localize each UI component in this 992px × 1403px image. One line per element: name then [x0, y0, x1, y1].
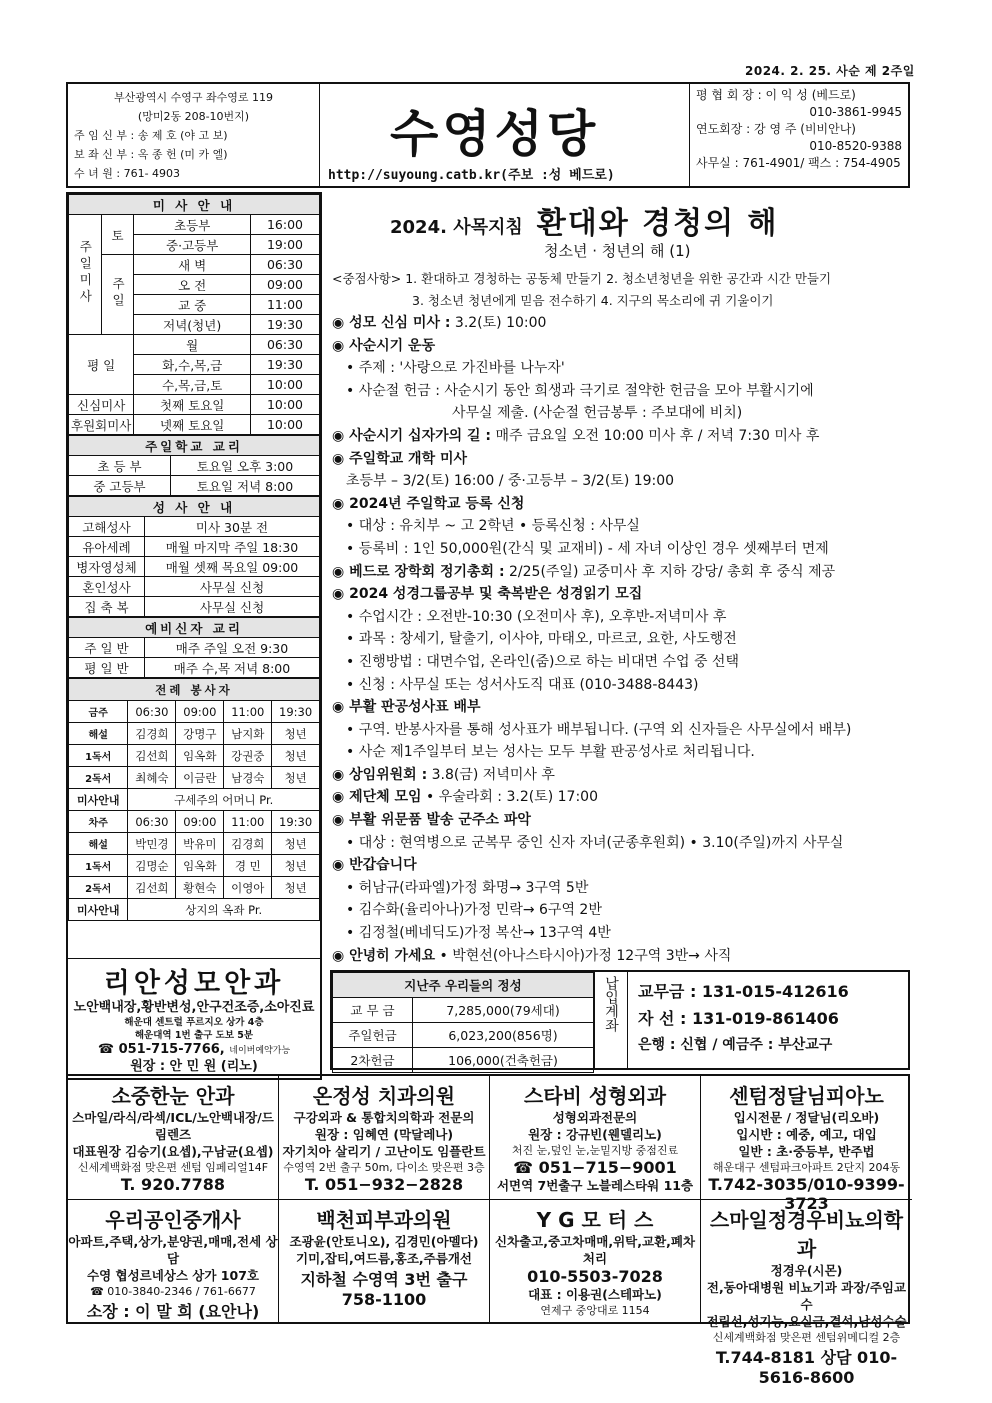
phone-number: ☎ 051−715−9001 [513, 1158, 677, 1177]
notice-heading [332, 786, 910, 809]
table-row: 2차헌금 [333, 1048, 413, 1073]
notice-item [332, 764, 910, 787]
notice-heading [332, 583, 910, 606]
ad-title: 온정성 치과의원 [312, 1084, 456, 1108]
table-row: 상지의 옥좌 Pr. [128, 899, 320, 921]
account-line: 은행 : 신협 / 예금주 : 부산교구 [638, 1037, 833, 1053]
finance-box [330, 970, 910, 1070]
convent-phone: 761- 4903 [123, 167, 181, 180]
notice-heading [332, 493, 910, 516]
mass-time: 16:00 [251, 215, 320, 235]
notice-bullet: • 사순 제1주일부터 보는 성사는 모두 부활 판공성사로 처리됩니다. [346, 744, 755, 761]
table-row: 박민경 [128, 833, 176, 855]
mass-row: 새 벽 [134, 255, 251, 275]
notice-title: ◉ 사순시기 운동 [332, 337, 436, 354]
servers-table [68, 678, 320, 921]
ad-text: 원장 : 강규빈(웬델리노) [528, 1127, 662, 1142]
notice-heading [332, 854, 910, 877]
notice-detail: 3.8(금) 저녁미사 후 [427, 766, 555, 783]
catechumen-table [68, 617, 320, 678]
offering-table [332, 972, 594, 1073]
time-cell: 11:00 [224, 811, 272, 833]
ad-text: 해운대구 센텀파크아파트 2단지 204동 [712, 1161, 901, 1174]
ad-text: 일반 : 초·중등부, 반주법 [738, 1144, 875, 1159]
notice-title: ◉ 부활 판공성사표 배부 [332, 699, 481, 716]
notice-bullet: • 등록비 : 1인 50,000원(간식 및 교재비) - 세 자녀 이상인 경우 셋째부터 면제 [346, 540, 829, 557]
ad-card [490, 1076, 701, 1200]
notice-item [332, 335, 910, 425]
role-label: 2독서 [69, 767, 128, 789]
table-row: 최혜숙 [128, 767, 176, 789]
mass-row: 초등부 [134, 215, 251, 235]
office-phone: 사무실 : 761-4901/ 팩스 : 754-4905 [696, 156, 901, 170]
week-label: 금주 [69, 701, 128, 723]
table-row: 토요일 오후 3:00 [171, 456, 320, 476]
time-cell: 09:00 [176, 811, 224, 833]
ad-card [279, 1076, 490, 1200]
notice-title: ◉ 베드로 장학회 정기총회 : [332, 563, 505, 580]
sunday-label: 주일 [101, 255, 134, 335]
table-row: 청년 [272, 723, 320, 745]
mass-row: 수,목,금,토 [134, 375, 251, 395]
ad-text: 노안백내장,황반변성,안구건조증,소아진료 [73, 1000, 315, 1015]
ad-title: 소중한눈 안과 [111, 1084, 235, 1108]
mass-row: 신심미사 [69, 395, 134, 415]
role-label: 미사안내 [69, 899, 128, 921]
notice-detail: 매주 금요일 오전 10:00 미사 후 / 저녁 7:30 미사 후 [491, 427, 820, 444]
ad-text: 스마일/라식/라섹/ICL/노안백내장/드림렌즈 [72, 1110, 274, 1142]
notice-heading [332, 809, 910, 832]
ad-text: 네이버예약가능 [229, 1046, 291, 1056]
account-info [628, 972, 908, 1065]
table-row: 김경희 [128, 723, 176, 745]
notice-title: ◉ 제단체 모임 [332, 789, 422, 806]
ad-text: 처진 눈,덮인 눈,눈밑지방 중점진료 [511, 1144, 679, 1157]
ad-text: 구강외과 & 통합치의학과 전문의 [293, 1110, 475, 1125]
council-yeondo-phone: 010-8520-9388 [809, 139, 902, 153]
address-line1: 부산광역시 수영구 좌수영로 119 [114, 91, 273, 104]
notice-heading [332, 448, 910, 471]
notice-title: ◉ 주일학교 개학 미사 [332, 450, 468, 467]
ad-text: 해운대 센트럴 푸르지오 상가 4층 [124, 1017, 264, 1028]
table-row: 이영아 [224, 877, 272, 899]
notice-title: ◉ 2024 성경그룹공부 및 축복받은 성경읽기 모집 [332, 586, 643, 603]
notice-detail: • 우술라회 : 3.2(토) 17:00 [421, 789, 598, 806]
mass-time: 09:00 [251, 275, 320, 295]
school-table [68, 435, 320, 496]
table-row: 6,023,200(856명) [413, 1023, 594, 1048]
school-header: 주일학교 교리 [69, 436, 320, 456]
notice-heading [332, 312, 910, 335]
ad-text: 입시반 : 예중, 예고, 대입 [736, 1127, 877, 1142]
ad-text: 조광윤(안토니오), 김경민(아멜다) [289, 1234, 479, 1249]
ad-eye-clinic [68, 958, 320, 1078]
table-row: 남경숙 [224, 767, 272, 789]
table-row: 매월 마지막 주일 18:30 [145, 537, 320, 557]
issue-date: 2024. 2. 25. 사순 제 2주일 [745, 64, 915, 78]
ad-card [279, 1200, 490, 1324]
mass-time: 19:30 [251, 315, 320, 335]
notice-item [332, 493, 910, 561]
notice-heading [332, 764, 910, 787]
ad-text: 해운대역 1번 출구 도보 5분 [134, 1030, 254, 1041]
ad-card [701, 1200, 912, 1387]
notice-item [332, 561, 910, 584]
week-label: 차주 [69, 811, 128, 833]
ad-text: 수영 협성르네상스 상가 107호 [87, 1268, 259, 1283]
table-row: 초 등 부 [69, 456, 171, 476]
ad-text: 연제구 중앙대로 1154 [540, 1304, 650, 1317]
focus-line: 3. 청소년 청년에게 믿음 전수하기 4. 지구의 목소리에 귀 기울이기 [412, 293, 774, 308]
table-row: 집 축 복 [69, 597, 145, 617]
table-row: 이금란 [176, 767, 224, 789]
notice-item [332, 425, 910, 448]
table-row: 청년 [272, 745, 320, 767]
ad-card [68, 1200, 279, 1324]
table-row: 청년 [272, 767, 320, 789]
ad-card [490, 1200, 701, 1324]
mass-time: 06:30 [251, 335, 320, 355]
role-label: 1독서 [69, 855, 128, 877]
mass-time: 19:30 [251, 355, 320, 375]
notice-title: ◉ 부활 위문품 발송 군주소 파악 [332, 812, 531, 829]
table-row: 교 무 금 [333, 998, 413, 1023]
mass-row: 오 전 [134, 275, 251, 295]
notice-bullet: • 대상 : 현역병으로 군복무 중인 신자 자녀(군종후원회) • 3.10(주일)까지 사무실 [346, 834, 844, 851]
time-cell: 06:30 [128, 701, 176, 723]
ad-title: 백천피부과의원 [316, 1208, 452, 1232]
assistant-label: 보 좌 신 부 : [74, 148, 135, 161]
table-row: 유아세례 [69, 537, 145, 557]
notice-title: ◉ 성모 신심 미사 : [332, 315, 451, 331]
mass-time: 11:00 [251, 295, 320, 315]
council-president: 평 협 회 장 : 이 익 성 (베드로) [696, 88, 856, 102]
notice-heading [332, 945, 910, 968]
notice-detail: • 박현선(아나스타시아)가정 12구역 3반→ 사직 [435, 947, 732, 964]
table-row: 중 고등부 [69, 476, 171, 496]
sunday-mass-label: 주일미사 [69, 215, 102, 335]
time-cell: 09:00 [176, 701, 224, 723]
address-line2: (망미2동 208-10번지) [137, 110, 250, 123]
ad-card [701, 1076, 912, 1213]
table-row: 매월 셋째 목요일 09:00 [145, 557, 320, 577]
phone-number: T. 051−932−2828 [304, 1175, 464, 1194]
notice-title: ◉ 상임위원회 : [332, 766, 428, 783]
phone-number: T. 920.7788 [120, 1175, 226, 1194]
notice-item [332, 312, 910, 335]
ad-text: 성형외과전문의 [552, 1110, 638, 1125]
ad-title: 우리공인중개사 [105, 1208, 241, 1232]
servers-header: 전례 봉사자 [69, 679, 320, 701]
mass-time: 06:30 [251, 255, 320, 275]
council-president-phone: 010-3861-9945 [809, 105, 902, 119]
table-row: 미사 30분 전 [145, 517, 320, 537]
mass-time: 10:00 [251, 415, 320, 435]
ad-text: 기미,잡티,여드름,홍조,주름개선 [296, 1251, 472, 1266]
phone-number: 010-5503-7028 [527, 1267, 663, 1286]
mass-time: 19:00 [251, 235, 320, 255]
role-label: 해설 [69, 723, 128, 745]
account-line: 자 선 : 131-019-861406 [638, 1009, 839, 1028]
council-info [690, 84, 908, 186]
notice-item [332, 809, 910, 854]
mass-row: 화,수,목,금 [134, 355, 251, 375]
mass-time: 10:00 [251, 395, 320, 415]
council-yeondo: 연도회장 : 강 영 주 (비비안나) [696, 122, 856, 136]
ad-text: 전,동아대병원 비뇨기과 과장/주임교수 [706, 1280, 907, 1312]
notice-list [332, 312, 910, 967]
ad-text: 수영역 2번 출구 50m, 다이소 맞은편 3층 [283, 1161, 485, 1174]
offering-header: 지난주 우리들의 정성 [333, 973, 594, 998]
ad-text: 신차출고,중고차매매,위탁,교환,폐차처리 [494, 1234, 696, 1266]
table-row: 토요일 저녁 8:00 [171, 476, 320, 496]
table-row: 청년 [272, 877, 320, 899]
weekday-label: 평 일 [69, 335, 134, 395]
logo-mark: 수영성당 [390, 104, 600, 163]
notice-bullet: • 대상 : 유치부 ~ 고 2학년 • 등록신청 : 사무실 [346, 518, 640, 535]
notice-heading [332, 425, 910, 448]
role-label: 2독서 [69, 877, 128, 899]
mass-row: 후원회미사 [69, 415, 134, 435]
notice-bullet: • 김정철(베네딕도)가정 복산→ 13구역 4반 [346, 925, 611, 942]
notice-bullet: • 주제 : '사랑으로 가진바를 나누자' [346, 360, 565, 377]
notice-heading [332, 335, 910, 358]
focus-line: <중점사항> 1. 환대하고 경청하는 공동체 만들기 2. 청소년청년을 위한 공간과 시간 만들기 [332, 271, 832, 286]
phone-number: 소장 : 이 말 희 (요안나) [86, 1302, 260, 1321]
table-row: 7,285,000(79세대) [413, 998, 594, 1023]
assistant-name: 옥 종 헌 (미 카 엘) [137, 148, 228, 161]
notice-bullet: • 사순절 헌금 : 사순시기 동안 희생과 극기로 절약한 헌금을 모아 부활시기에 [346, 382, 814, 399]
phone-number: ☎ 051-715-7766, [97, 1042, 225, 1057]
time-cell: 19:30 [272, 811, 320, 833]
table-row: 황현숙 [176, 877, 224, 899]
parish-address [68, 84, 320, 186]
notice-item [332, 854, 910, 944]
table-row: 김경희 [224, 833, 272, 855]
notice-bullet: • 진행방법 : 대면수업, 온라인(줌)으로 하는 비대면 수업 중 선택 [346, 653, 739, 670]
notice-item [332, 945, 910, 968]
table-row: 주 일 반 [69, 638, 145, 658]
website-link[interactable]: http://suyoung.catb.kr(주보 :성 베드로) [328, 168, 615, 183]
announcements [326, 192, 910, 964]
catechumen-header: 예비신자 교리 [69, 618, 320, 638]
table-row: 김명순 [128, 855, 176, 877]
masthead [66, 82, 910, 188]
table-row: 남지화 [224, 723, 272, 745]
convent-label: 수 녀 원 : [74, 167, 121, 180]
mass-row: 저녁(청년) [134, 315, 251, 335]
table-row: 106,000(건축헌금) [413, 1048, 594, 1073]
ad-text: ☎ 010-3840-2346 / 761-6677 [90, 1285, 256, 1298]
table-row: 사무실 신청 [145, 577, 320, 597]
mass-time: 10:00 [251, 375, 320, 395]
ad-title: 스타비 성형외과 [523, 1084, 667, 1108]
notice-bullet: • 허남규(라파엘)가정 화명→ 3구역 5반 [346, 879, 589, 896]
table-row: 김선희 [128, 877, 176, 899]
mass-row: 중·고등부 [134, 235, 251, 255]
table-row: 청년 [272, 855, 320, 877]
ad-title: 센텀정달님피아노 [729, 1084, 884, 1108]
table-row: 매주 주일 오전 9:30 [145, 638, 320, 658]
role-label: 미사안내 [69, 789, 128, 811]
table-row: 임옥화 [176, 855, 224, 877]
ad-text: 원장 : 안 민 원 (리노) [130, 1059, 258, 1074]
ad-text: 자기치아 살리기 / 고난이도 임플란트 [282, 1144, 486, 1159]
ad-text: 원장 : 임혜연 (막달레나) [314, 1127, 454, 1142]
ad-text: 입시전문 / 정달님(리오바) [733, 1110, 880, 1125]
page-title: 2024. 사목지침 환대와 경청의 해 [390, 206, 779, 241]
time-cell: 11:00 [224, 701, 272, 723]
table-row: 매주 수,목 저녁 8:00 [145, 658, 320, 678]
table-row: 강명구 [176, 723, 224, 745]
table-row: 김선희 [128, 745, 176, 767]
notice-bullet: • 김수화(율리아나)가정 민락→ 6구역 2반 [346, 902, 602, 919]
ad-text: 아파트,주택,상가,분양권,매매,전세 상담 [68, 1234, 278, 1266]
notice-bullet: • 신청 : 사무실 또는 성서사도직 대표 (010-3488-8443) [346, 676, 699, 693]
page-subtitle: 청소년 · 청년의 해 (1) [544, 242, 691, 260]
notice-item [332, 583, 910, 696]
ad-text: 전립선,성기능,요실금,결석,남성수술 [706, 1314, 907, 1329]
table-row: 사무실 신청 [145, 597, 320, 617]
mass-row: 교 중 [134, 295, 251, 315]
notice-title: ◉ 반갑습니다 [332, 857, 417, 874]
mass-header: 미 사 안 내 [69, 195, 320, 215]
role-label: 해설 [69, 833, 128, 855]
ad-card [68, 1076, 279, 1200]
sacrament-table [68, 496, 320, 617]
table-row: 경 민 [224, 855, 272, 877]
table-row: 혼인성사 [69, 577, 145, 597]
mass-table [68, 194, 320, 435]
notice-bullet: 사무실 제출. (사순절 헌금봉투 : 주보대에 비치) [452, 405, 743, 422]
notice-title: ◉ 사순시기 십자가의 길 : [332, 427, 492, 444]
notice-title: ◉ 2024년 주일학교 등록 신청 [332, 495, 525, 512]
table-row: 청년 [272, 833, 320, 855]
sacrament-header: 성 사 안 내 [69, 497, 320, 517]
ad-text: 신세계백화점 맞은편 센텀위메디컬 2층 [712, 1331, 901, 1344]
table-row: 강권중 [224, 745, 272, 767]
phone-number: 지하철 수영역 3번 출구 758-1100 [300, 1270, 468, 1309]
mass-row: 첫째 토요일 [134, 395, 251, 415]
table-row: 박유미 [176, 833, 224, 855]
account-line: 교무금 : 131-015-412616 [638, 982, 849, 1001]
notice-title: ◉ 안녕히 가세요 [332, 947, 436, 964]
pastor-label: 주 임 신 부 : [74, 129, 135, 142]
schedule-column [66, 192, 322, 1080]
notice-heading [332, 696, 910, 719]
ad-title: Y G 모 터 스 [536, 1208, 654, 1232]
notice-detail: 3.2(토) 10:00 [450, 315, 547, 331]
mass-row: 월 [134, 335, 251, 355]
table-row: 주일헌금 [333, 1023, 413, 1048]
ad-text: 신세계백화점 맞은편 센텀 임페리얼14F [77, 1161, 269, 1174]
phone-number: T.744-8181 상담 010-5616-8600 [715, 1348, 898, 1387]
ad-text: 서면역 7번출구 노블레스타워 11층 [496, 1178, 694, 1193]
notice-item [332, 786, 910, 809]
account-label: 납입계좌 [594, 972, 628, 1068]
focus-points [332, 268, 831, 312]
pastor-name: 송 제 호 (야 고 보) [137, 129, 228, 142]
ad-title: 리안성모안과 [103, 968, 285, 999]
ad-text: 정경우(시몬) [770, 1263, 843, 1278]
notice-bullet: • 수업시간 : 오전반-10:30 (오전미사 후), 오후반-저녁미사 후 [346, 608, 727, 625]
table-row: 평 일 반 [69, 658, 145, 678]
ad-text: 대표원장 김승기(요셉),구남균(요셉) [72, 1144, 274, 1159]
ad-title: 스마일정경우비뇨의학과 [709, 1208, 904, 1261]
ad-grid [66, 1074, 910, 1387]
phone-number: T.742-3035/010-9399-3723 [708, 1175, 905, 1213]
mass-row: 넷째 토요일 [134, 415, 251, 435]
saturday-label: 토 [101, 215, 134, 255]
table-row: 구세주의 어머니 Pr. [128, 789, 320, 811]
role-label: 1독서 [69, 745, 128, 767]
notice-bullet: • 과목 : 창세기, 탈출기, 이사야, 마태오, 마르코, 요한, 사도행전 [346, 631, 737, 648]
notice-bullet: 초등부 – 3/2(토) 16:00 / 중·고등부 – 3/2(토) 19:00 [346, 473, 675, 490]
time-cell: 19:30 [272, 701, 320, 723]
notice-detail: 2/25(주일) 교중미사 후 지하 강당/ 총회 후 중식 제공 [504, 563, 836, 580]
table-row: 임옥화 [176, 745, 224, 767]
parish-logo [320, 84, 690, 186]
notice-bullet: • 구역. 반봉사자를 통해 성사표가 배부됩니다. (구역 외 신자들은 사무실에서 배부) [346, 721, 852, 738]
time-cell: 06:30 [128, 811, 176, 833]
table-row: 병자영성체 [69, 557, 145, 577]
notice-item [332, 696, 910, 764]
notice-heading [332, 561, 910, 584]
ad-text: 대표 : 이용권(스테파노) [528, 1287, 662, 1302]
table-row: 고해성사 [69, 517, 145, 537]
notice-item [332, 448, 910, 493]
